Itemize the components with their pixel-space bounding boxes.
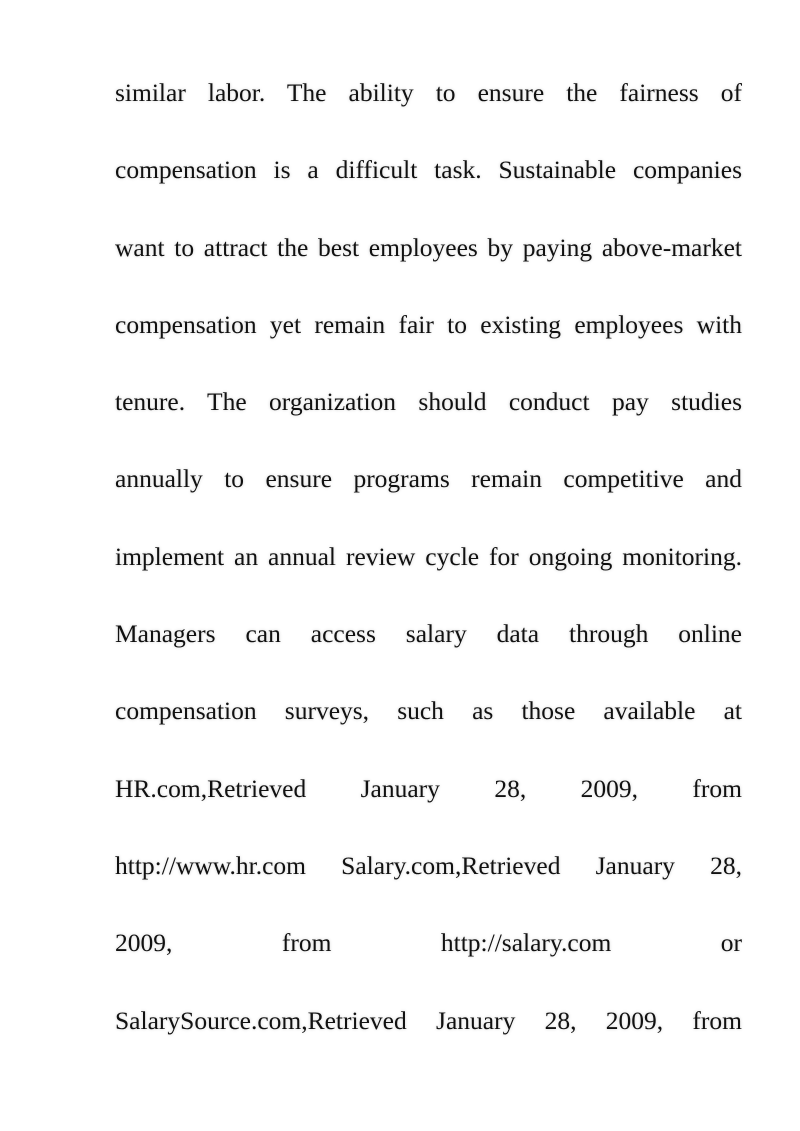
- text-line: 2009, from http://salary.com or: [115, 928, 742, 958]
- text-line: tenure. The organization should conduct pay studies: [115, 387, 742, 417]
- text-line: HR.com,Retrieved January 28, 2009, from: [115, 773, 742, 803]
- text-line: http://www.hr.com Salary.com,Retrieved January 28,: [115, 850, 742, 880]
- text-line: similar labor. The ability to ensure the fairness of: [115, 78, 742, 107]
- text-line: Managers can access salary data through online: [115, 619, 742, 649]
- text-line: compensation is a difficult task. Sustainable companies: [115, 155, 742, 185]
- text-line: annually to ensure programs remain competitive and: [115, 464, 742, 494]
- text-line: SalarySource.com,Retrieved January 28, 2009, from: [115, 1005, 742, 1035]
- text-line: implement an annual review cycle for ongoing monitoring.: [115, 541, 742, 571]
- text-line: compensation yet remain fair to existing employees with: [115, 309, 742, 339]
- text-line: compensation surveys, such as those available at: [115, 696, 742, 726]
- body-text: [115, 72, 742, 1077]
- text-line: want to attract the best employees by paying above-market: [115, 232, 742, 262]
